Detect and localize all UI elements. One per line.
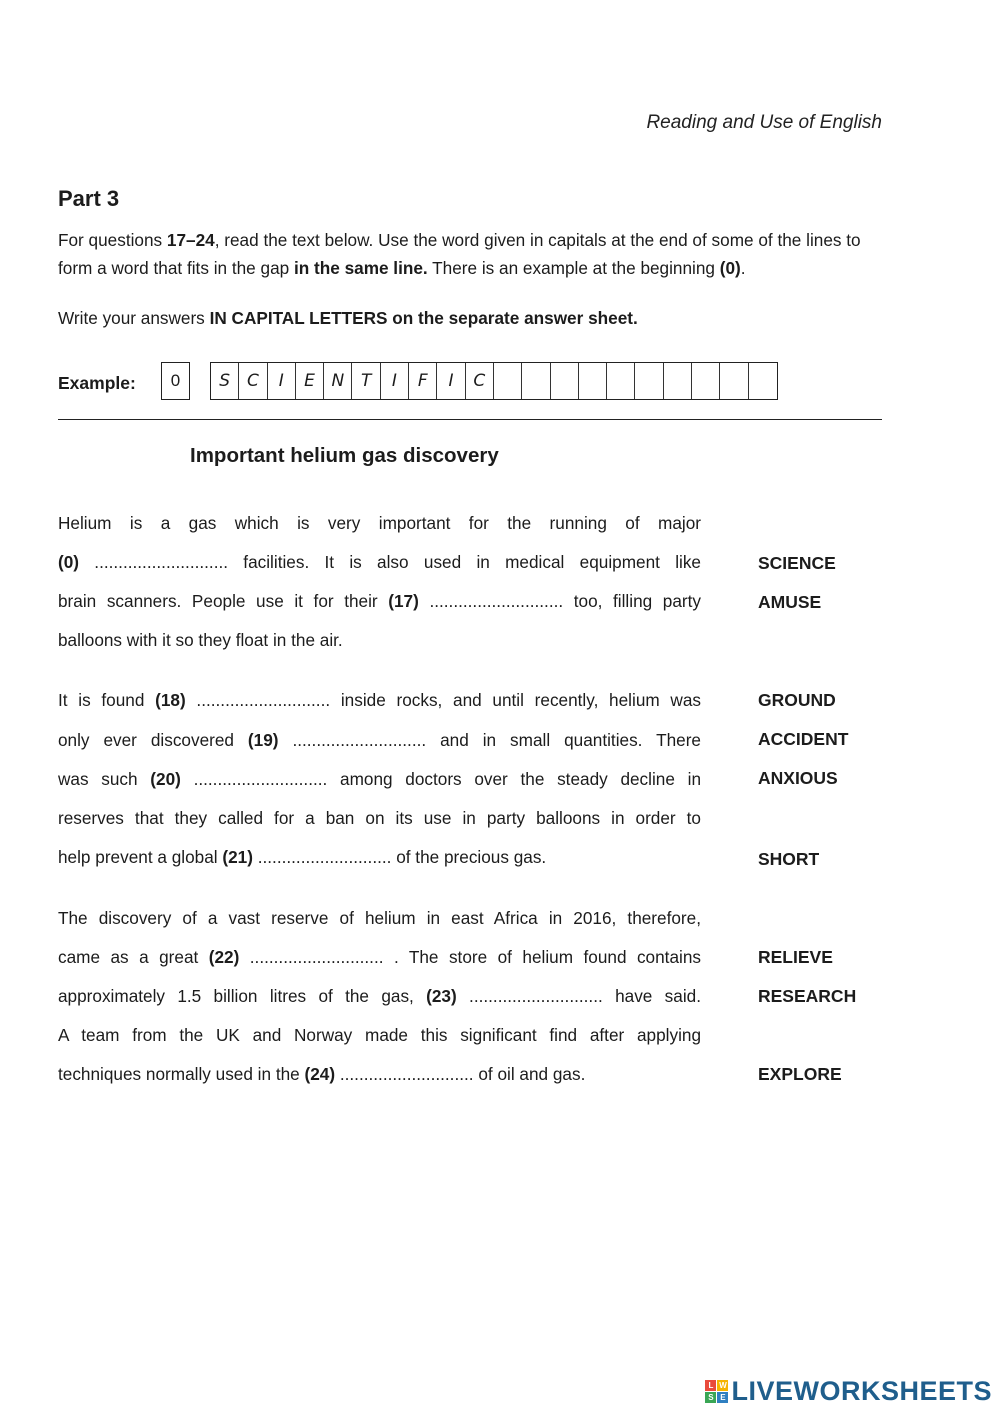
text-line: balloons with it so they float in the air. <box>58 630 343 650</box>
text-line: brain scanners. People use it for their (17) ............................ too, filling party <box>58 591 701 611</box>
example-letter-box <box>664 363 692 399</box>
text-line: techniques normally used in the (24) ............................ of oil and gas. <box>58 1064 586 1084</box>
example-letter-box: T <box>352 363 380 399</box>
logo-tile: E <box>717 1392 728 1403</box>
text-title: Important helium gas discovery <box>190 444 499 467</box>
keyword-research: RESEARCH <box>758 986 857 1006</box>
logo-tile: L <box>705 1380 716 1391</box>
keyword-accident: ACCIDENT <box>758 729 849 749</box>
text-line: reserves that they called for a ban on its use in party balloons in order to <box>58 808 701 828</box>
example-letter-box <box>749 363 777 399</box>
example-letter-box: E <box>296 363 324 399</box>
example-letter-box <box>494 363 522 399</box>
divider <box>58 419 882 420</box>
example-letter-box <box>635 363 663 399</box>
example-number-box: 0 <box>161 362 190 400</box>
text-line: help prevent a global (21) ............................ of the precious gas. <box>58 847 547 867</box>
example-letter-box <box>692 363 720 399</box>
part-title: Part 3 <box>58 186 120 211</box>
example-letter-box <box>579 363 607 399</box>
example-letter-box: I <box>381 363 409 399</box>
text-line: only ever discovered (19) ............................ and in small quantities. There <box>58 730 701 750</box>
text-line: Helium is a gas which is very important for the running of major <box>58 513 701 533</box>
example-letter-box: F <box>409 363 437 399</box>
section-header: Reading and Use of English <box>646 112 882 133</box>
keyword-relieve: RELIEVE <box>758 947 833 967</box>
example-answer-boxes <box>210 362 778 400</box>
instructions: For questions 17–24, read the text below. Use the word given in capitals at the end of some of the lines to form a word that fits in the gap in the same line. There is an example at the beginning (0). <box>58 230 861 278</box>
example-letter-box <box>522 363 550 399</box>
example-letter-box: S <box>211 363 239 399</box>
keyword-science: SCIENCE <box>758 553 836 573</box>
example-letter-box: C <box>239 363 267 399</box>
liveworksheets-logo[interactable] <box>705 1376 992 1407</box>
keyword-amuse: AMUSE <box>758 592 822 612</box>
example-letter-box: N <box>324 363 352 399</box>
example-letter-box: C <box>466 363 494 399</box>
keyword-explore: EXPLORE <box>758 1064 842 1084</box>
text-line: (0) ............................ facilities. It is also used in medical equipment like <box>58 552 701 572</box>
logo-tile: W <box>719 1381 727 1390</box>
answer-instructions: Write your answers IN CAPITAL LETTERS on the separate answer sheet. <box>58 308 638 328</box>
text-line: It is found (18) ............................ inside rocks, and until recently, helium was <box>58 690 701 710</box>
logo-tile: S <box>705 1392 716 1403</box>
text-line: came as a great (22) ............................ . The store of helium found contains <box>58 947 701 967</box>
logo-text: LIVEWORKSHEETS <box>731 1376 992 1406</box>
keyword-anxious: ANXIOUS <box>758 768 838 788</box>
example-letter-box: I <box>437 363 465 399</box>
keyword-short: SHORT <box>758 849 820 869</box>
text-line: A team from the UK and Norway made this significant find after applying <box>58 1025 701 1045</box>
example-label: Example: <box>58 373 136 393</box>
example-letter-box <box>720 363 748 399</box>
logo-icon <box>705 1380 728 1403</box>
example-letter-box <box>607 363 635 399</box>
text-line: was such (20) ............................ among doctors over the steady decline in <box>58 769 701 789</box>
example-letter-box: I <box>268 363 296 399</box>
text-line: The discovery of a vast reserve of helium in east Africa in 2016, therefore, <box>58 908 701 928</box>
example-letter-box <box>551 363 579 399</box>
keyword-ground: GROUND <box>758 690 836 710</box>
text-line: approximately 1.5 billion litres of the gas, (23) ............................ have said. <box>58 986 701 1006</box>
